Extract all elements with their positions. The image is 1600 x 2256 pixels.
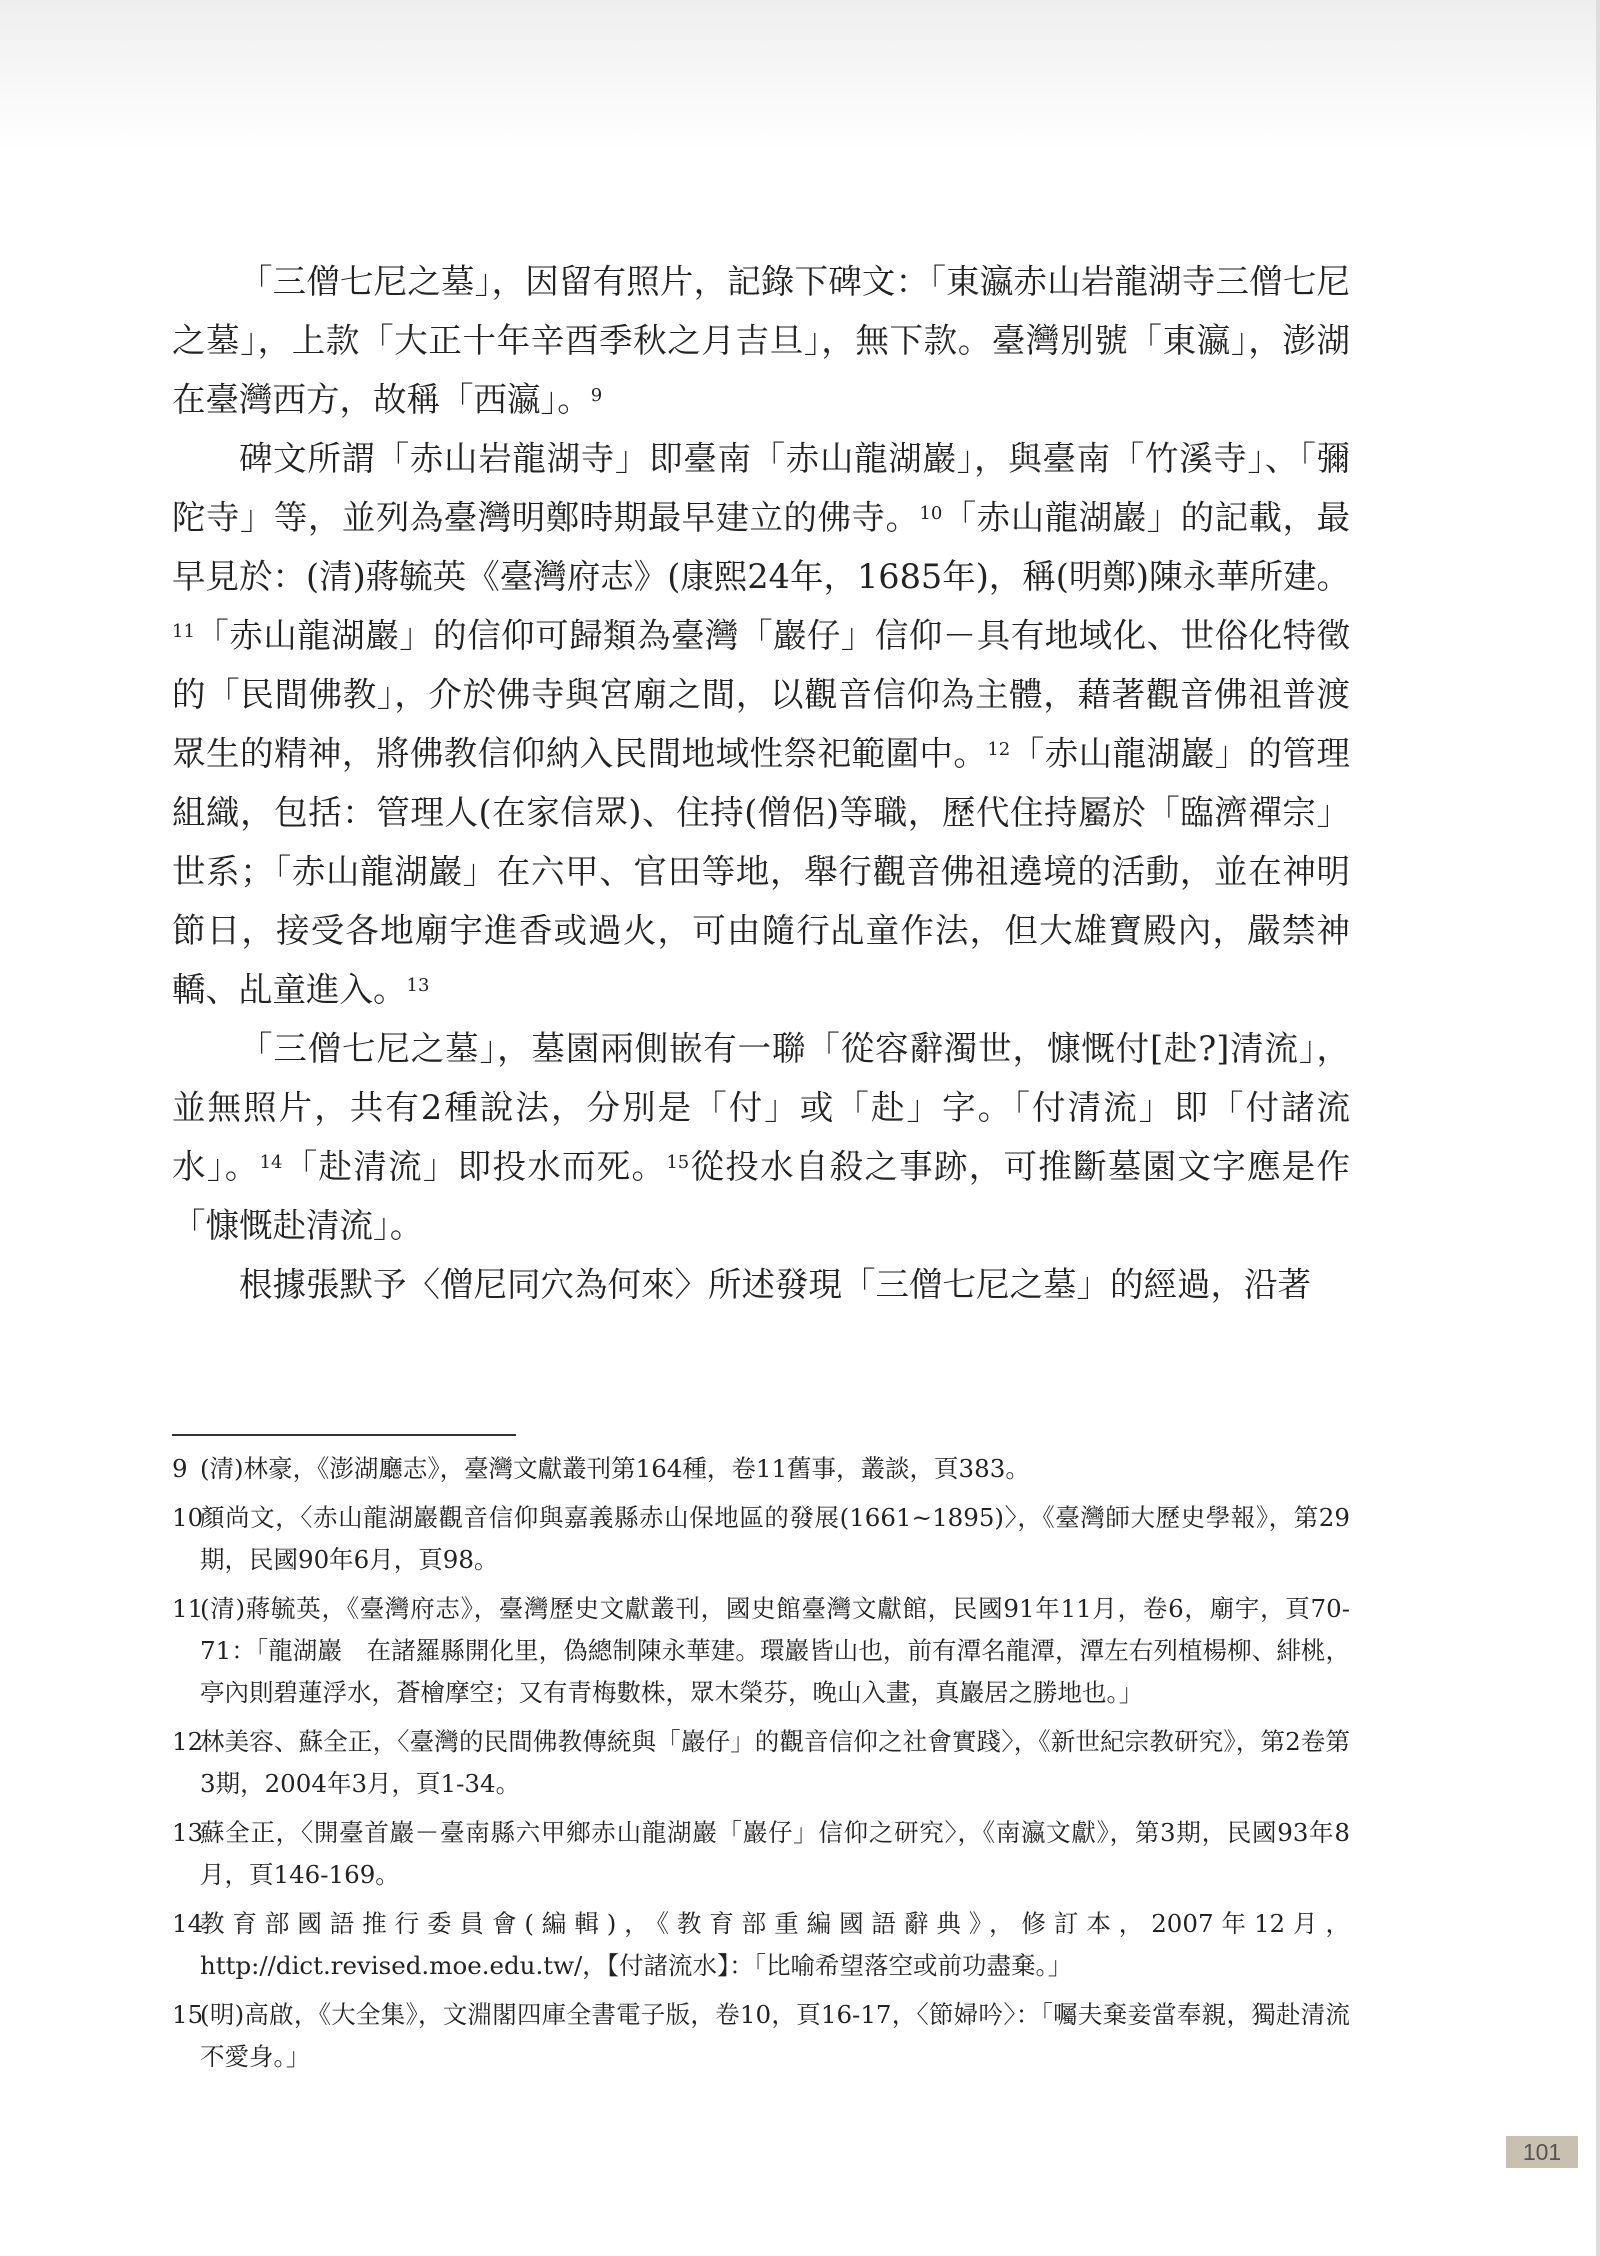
- footnote-13: [172, 1812, 1350, 1896]
- footnote-ref: 9: [590, 385, 603, 406]
- page-number: 101: [1506, 2136, 1578, 2168]
- footnote-text: 林美容、蘇全正，〈臺灣的民間佛教傳統與「巖仔」的觀音信仰之社會實踐〉，《新世紀宗教研究》，第2卷第3期，2004年3月，頁1-34。: [200, 1727, 1350, 1798]
- footnote-ref: 11: [172, 621, 195, 642]
- paragraph-text: 碑文所謂「赤山岩龍湖寺」即臺南「赤山龍湖巖」，與臺南「竹溪寺」、「彌陀寺」等，並列為臺灣明鄭時期最早建立的佛寺。: [172, 439, 1350, 537]
- footnote-text: (明)高啟，《大全集》，文淵閣四庫全書電子版，卷10，頁16-17，〈節婦吟〉：「囑夫棄妾當奉親，獨赴清流不愛身。」: [200, 2000, 1350, 2071]
- footnote-text: 顏尚文，〈赤山龍湖巖觀音信仰與嘉義縣赤山保地區的發展(1661~1895)〉，《臺灣師大歷史學報》，第29期，民國90年6月，頁98。: [200, 1503, 1350, 1574]
- paragraph-text: 根據張默予〈僧尼同穴為何來〉所述發現「三僧七尼之墓」的經過，沿著: [239, 1265, 1311, 1304]
- paragraph-text: 「赴清流」即投水而死。: [282, 1147, 667, 1186]
- footnote-11: [172, 1588, 1350, 1714]
- paragraph-text: 「赤山龍湖巖」的信仰可歸類為臺灣「巖仔」信仰－具有地域化、世俗化特徵的「民間佛教」，介於佛寺與宮廟之間，以觀音信仰為主體，藉著觀音佛祖普渡眾生的精神，將佛教信仰納入民間地域性祭祀範圍中。: [172, 616, 1350, 773]
- footnote-10: [172, 1497, 1350, 1581]
- paragraph-text: 「赤山龍湖巖」的管理組織，包括：管理人(在家信眾)、住持(僧侶)等職，歷代住持屬於「臨濟禪宗」世系；「赤山龍湖巖」在六甲、官田等地，舉行觀音佛祖遶境的活動，並在神明節日，接受各地廟宇進香或過火，可由隨行乩童作法，但大雄寶殿內，嚴禁神轎、乩童進入。: [172, 734, 1350, 1009]
- footnote-number: 10: [172, 1503, 204, 1532]
- page-top-shade: [0, 0, 1600, 150]
- paragraph-text: 從投水自殺之事跡，可推斷墓園文字應是作「慷慨赴清流」。: [172, 1147, 1351, 1245]
- footnote-text: 蘇全正，〈開臺首巖－臺南縣六甲鄉赤山龍湖巖「巖仔」信仰之研究〉，《南瀛文獻》，第3期，民國93年8月，頁146-169。: [200, 1818, 1350, 1889]
- footnote-15: [172, 1994, 1350, 2078]
- footnote-text: 教育部國語推行委員會(編輯)，《教育部重編國語辭典》，修訂本，2007年12月，http://dict.revised.moe.edu.tw/，【付諸流水】：「比喻希望落空或前功盡棄。」: [200, 1909, 1350, 1980]
- footnote-number: 9: [172, 1454, 188, 1483]
- footnote-text: (清)蔣毓英，《臺灣府志》，臺灣歷史文獻叢刊，國史館臺灣文獻館，民國91年11月，卷6，廟宇，頁70-71：「龍湖巖 在諸羅縣開化里，偽總制陳永華建。環巖皆山也，前有潭名龍潭，潭左右列植楊柳、緋桃，亭內則碧蓮浮水，蒼檜摩空；又有青梅數株，眾木榮芬，晚山入畫，真巖居之勝地也。」: [200, 1594, 1350, 1707]
- footnote-number: 14: [172, 1909, 204, 1938]
- footnote-14: [172, 1903, 1350, 1987]
- footnote-text: (清)林豪，《澎湖廳志》，臺灣文獻叢刊第164種，卷11舊事，叢談，頁383。: [200, 1454, 1030, 1483]
- footnote-ref: 14: [259, 1152, 283, 1173]
- paragraph-text: 「赤山龍湖巖」的記載，最早見於：(清)蔣毓英《臺灣府志》(康熙24年，1685年)，稱(明鄭)陳永華所建。: [172, 498, 1351, 596]
- footnote-ref: 12: [987, 739, 1011, 760]
- footnote-number: 12: [172, 1727, 204, 1756]
- footnote-number: 15: [172, 2000, 204, 2029]
- paragraph-text: 「三僧七尼之墓」，因留有照片，記錄下碑文：「東瀛赤山岩龍湖寺三僧七尼之墓」，上款「大正十年辛酉季秋之月吉旦」，無下款。臺灣別號「東瀛」，澎湖在臺灣西方，故稱「西瀛」。: [172, 262, 1350, 419]
- paragraph-4: [172, 1255, 1350, 1314]
- footnote-ref: 10: [919, 503, 943, 524]
- footnote-number: 11: [172, 1594, 204, 1623]
- paragraph-2: [172, 429, 1350, 1019]
- body-text: [172, 252, 1350, 1314]
- footnote-ref: 15: [666, 1152, 690, 1173]
- footnotes: [172, 1448, 1350, 2085]
- page-right-edge: [1596, 0, 1600, 2256]
- paragraph-3: [172, 1019, 1350, 1255]
- footnote-divider: [172, 1434, 516, 1436]
- paragraph-text: 「三僧七尼之墓」，墓園兩側嵌有一聯「從容辭濁世，慷慨付[赴?]清流」，並無照片，共有2種說法，分別是「付」或「赴」字。「付清流」即「付諸流水」。: [172, 1029, 1350, 1186]
- paragraph-1: [172, 252, 1350, 429]
- footnote-number: 13: [172, 1818, 204, 1847]
- footnote-ref: 13: [406, 975, 430, 996]
- footnote-9: [172, 1448, 1350, 1490]
- footnote-12: [172, 1721, 1350, 1805]
